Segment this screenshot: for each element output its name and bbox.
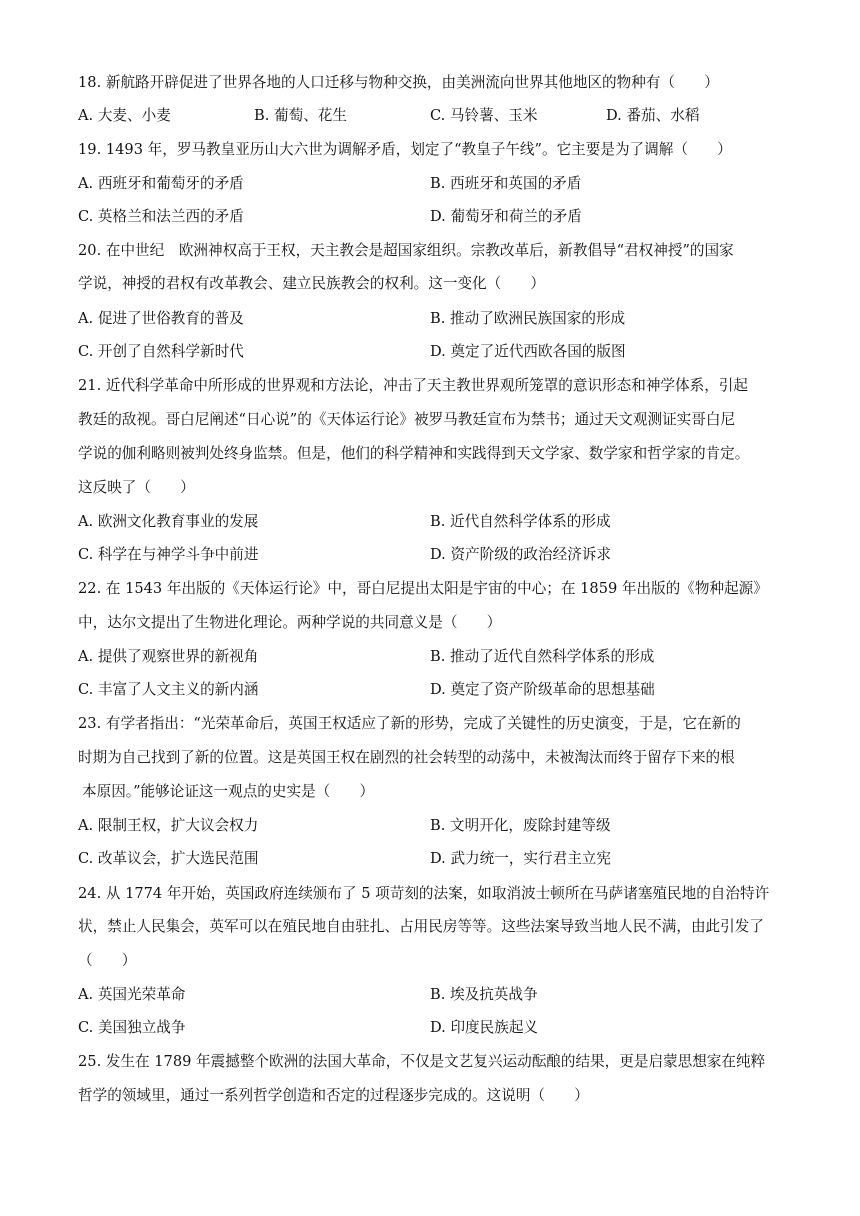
question-22-stem-line1: 22. 在 1543 年出版的《天体运行论》中，哥白尼提出太阳是宇宙的中心；在 1859 年出版的《物种起源》 xyxy=(78,580,768,597)
option-d: D. 资产阶级的政治经济诉求 xyxy=(430,546,611,563)
option-d: D. 武力统一，实行君主立宪 xyxy=(430,850,611,867)
option-c: C. 科学在与神学斗争中前进 xyxy=(78,546,259,563)
question-23-stem-line3: 本原因。”能够论证这一观点的史实是（ ） xyxy=(82,783,375,800)
option-d: D. 葡萄牙和荷兰的矛盾 xyxy=(430,208,582,225)
option-b: B. 推动了近代自然科学体系的形成 xyxy=(430,648,655,665)
question-24-stem-line3: （ ） xyxy=(78,952,137,969)
option-b: B. 葡萄、花生 xyxy=(254,107,347,124)
question-21-stem-line2: 教廷的敌视。哥白尼阐述“日心说”的《天体运行论》被罗马教廷宣布为禁书；通过天文观测证实哥白尼 xyxy=(78,411,736,428)
question-21-stem-line1: 21. 近代科学革命中所形成的世界观和方法论，冲击了天主教世界观所笼罩的意识形态和神学体系，引起 xyxy=(78,377,748,394)
option-b: B. 西班牙和英国的矛盾 xyxy=(430,175,582,192)
option-a: A. 西班牙和葡萄牙的矛盾 xyxy=(78,175,244,192)
option-b: B. 近代自然科学体系的形成 xyxy=(430,513,611,530)
option-d: D. 印度民族起义 xyxy=(430,1019,539,1036)
question-20-stem-line2: 学说，神授的君权有改革教会、建立民族教会的权利。这一变化（ ） xyxy=(78,275,546,292)
option-a: A. 限制王权，扩大议会权力 xyxy=(78,817,259,834)
question-22-stem-line2: 中，达尔文提出了生物进化理论。两种学说的共同意义是（ ） xyxy=(78,614,502,631)
option-a: A. 英国光荣革命 xyxy=(78,986,186,1003)
option-b: B. 文明开化，废除封建等级 xyxy=(430,817,611,834)
option-a: A. 提供了观察世界的新视角 xyxy=(78,648,259,665)
option-b: B. 推动了欧洲民族国家的形成 xyxy=(430,310,626,327)
option-c: C. 英格兰和法兰西的矛盾 xyxy=(78,208,244,225)
option-c: C. 美国独立战争 xyxy=(78,1019,186,1036)
option-a: A. 促进了世俗教育的普及 xyxy=(78,310,244,327)
question-23-stem-line1: 23. 有学者指出：“光荣革命后，英国王权适应了新的形势，完成了关键性的历史演变，于是，它在新的 xyxy=(78,715,741,732)
question-21-stem-line3: 学说的伽利略则被判处终身监禁。但是，他们的科学精神和实践得到天文学家、数学家和哲学家的肯定。 xyxy=(78,445,750,462)
option-d: D. 番茄、水稻 xyxy=(606,107,700,124)
question-21-stem-line4: 这反映了（ ） xyxy=(78,479,195,496)
option-b: B. 埃及抗英战争 xyxy=(430,986,538,1003)
question-18-stem: 18. 新航路开辟促进了世界各地的人口迁移与物种交换，由美洲流向世界其他地区的物种有（ ） xyxy=(78,74,719,91)
question-24-stem-line1: 24. 从 1774 年开始，英国政府连续颁布了 5 项苛刻的法案，如取消波士顿所在马萨诸塞殖民地的自治特许 xyxy=(78,885,770,902)
option-c: C. 马铃薯、玉米 xyxy=(430,107,538,124)
question-20-stem-line1: 20. 在中世纪 欧洲神权高于王权，天主教会是超国家组织。宗教改革后，新教倡导“君权神授”的国家 xyxy=(78,242,734,259)
option-c: C. 丰富了人文主义的新内涵 xyxy=(78,681,259,698)
option-c: C. 开创了自然科学新时代 xyxy=(78,343,244,360)
option-d: D. 奠定了资产阶级革命的思想基础 xyxy=(430,681,655,698)
option-a: A. 大麦、小麦 xyxy=(78,107,171,124)
question-23-stem-line2: 时期为自己找到了新的位置。这是英国王权在剧烈的社会转型的动荡中，未被淘汰而终于留存下来的根 xyxy=(78,749,735,766)
question-25-stem-line2: 哲学的领域里，通过一系列哲学创造和否定的过程逐步完成的。这说明（ ） xyxy=(78,1087,589,1104)
option-a: A. 欧洲文化教育事业的发展 xyxy=(78,513,259,530)
question-19-stem: 19. 1493 年，罗马教皇亚历山大六世为调解矛盾，划定了“教皇子午线”。它主要是为了调解（ ） xyxy=(78,141,732,158)
question-25-stem-line1: 25. 发生在 1789 年震撼整个欧洲的法国大革命，不仅是文艺复兴运动酝酿的结果，更是启蒙思想家在纯粹 xyxy=(78,1053,766,1070)
option-c: C. 改革议会，扩大选民范围 xyxy=(78,850,259,867)
option-d: D. 奠定了近代西欧各国的版图 xyxy=(430,343,626,360)
question-24-stem-line2: 状，禁止人民集会，英军可以在殖民地自由驻扎、占用民房等等。这些法案导致当地人民不满，由此引发了 xyxy=(78,918,764,935)
